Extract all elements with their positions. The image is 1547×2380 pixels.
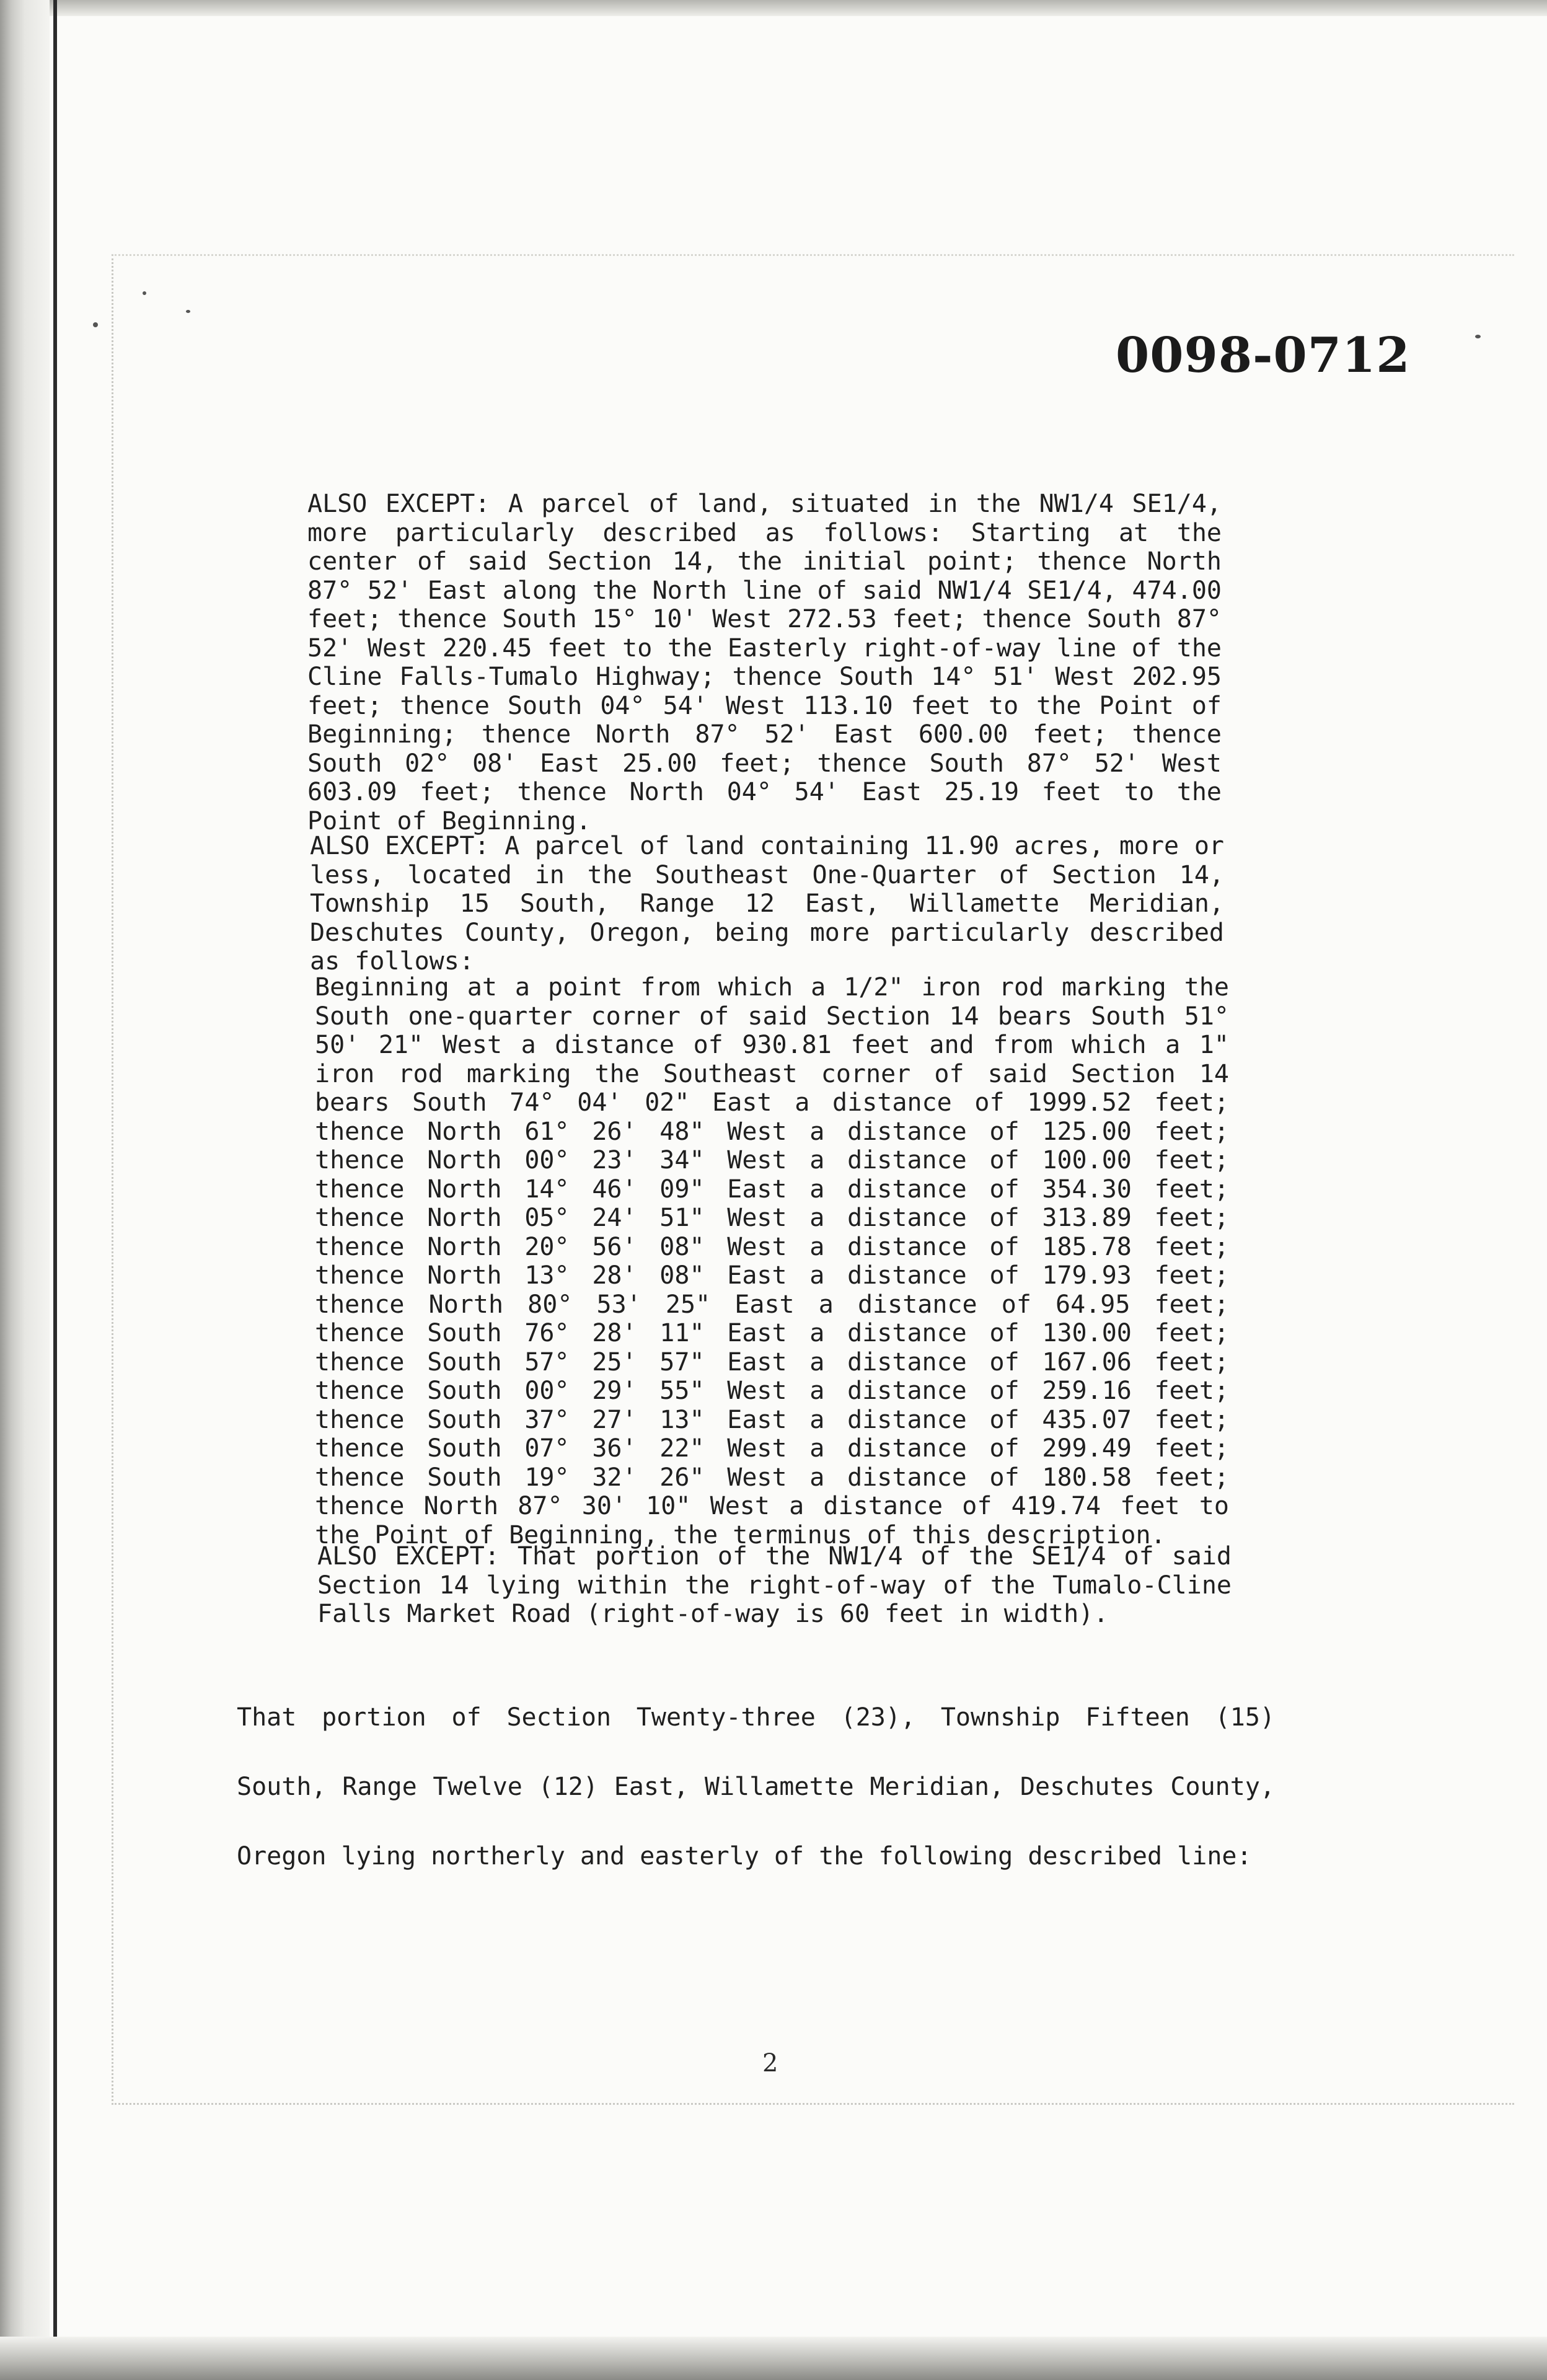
scan-speck — [1475, 335, 1481, 338]
scan-speck — [93, 322, 98, 327]
metes-and-bounds-paragraph: Beginning at a point from which a 1/2" iron rod marking the South one-quarter corner of said Section 14 bears South 51° 50' 21" West a distance of 930.81 feet and from which a 1" iron rod marking the Southeast corner of said Section 14 bears South 74° 04' 02" East a distance of 1999.52 feet; thence North 61° 26' 48" West a distance of 125.00 feet; thence North 00° 23' 34" West a distance of 100.00 feet; thence North 14° 46' 09" East a distance of 354.30 feet; thence North 05° 24' 51" West a distance of 313.89 feet; thence North 20° 56' 08" West a distance of 185.78 feet; thence North 13° 28' 08" East a distance of 179.93 feet; thence North 80° 53' 25" East a distance of 64.95 feet; thence South 76° 28' 11" East a distance of 130.00 feet; thence South 57° 25' 57" East a distance of 167.06 feet; thence South 00° 29' 55" West a distance of 259.16 feet; thence South 37° 27' 13" East a distance of 435.07 feet; thence South 07° 36' 22" West a distance of 299.49 feet; thence South 19° 32' 26" West a distance of 180.58 feet; thence North 87° 30' 10" West a distance of 419.74 feet to the Point of Beginning, the terminus of this description. — [315, 973, 1229, 1549]
document-number: 0098-0712 — [1116, 327, 1411, 384]
exception-paragraph-right-of-way: ALSO EXCEPT: That portion of the NW1/4 of the SE1/4 of said Section 14 lying within the right-of-way of the Tumalo-Cline Falls Market Road (right-of-way is 60 feet in width). — [317, 1542, 1232, 1628]
exception-paragraph-nw-se: ALSO EXCEPT: A parcel of land, situated in the NW1/4 SE1/4, more particularly described as follows: Starting at the center of said Section 14, the initial point; thence North 87° 52' East along the North line of said NW1/4 SE1/4, 474.00 feet; thence South 15° 10' West 272.53 feet; thence South 87° 52' West 220.45 feet to the Easterly right-of-way line of the Cline Falls-Tumalo Highway; thence South 14° 51' West 202.95 feet; thence South 04° 54' West 113.10 feet to the Point of Beginning; thence North 87° 52' East 600.00 feet; thence South 02° 08' East 25.00 feet; thence South 87° 52' West 603.09 feet; thence North 04° 54' East 25.19 feet to the Point of Beginning. — [307, 490, 1222, 835]
scan-left-edge — [0, 0, 50, 2380]
section-23-paragraph: That portion of Section Twenty-three (23), Township Fifteen (15) South, Range Twelve (12) East, Willamette Meridian, Deschutes County, Oregon lying northerly and easterly of the following described line: — [237, 1703, 1275, 1871]
scan-top-edge — [0, 0, 1547, 16]
scan-speck — [186, 310, 190, 313]
scan-left-rule — [53, 0, 57, 2380]
page-number: 2 — [762, 2049, 778, 2078]
exception-paragraph-11-90-acres: ALSO EXCEPT: A parcel of land containing 11.90 acres, more or less, located in the Southeast One-Quarter of Section 14, Township 15 South, Range 12 East, Willamette Meridian, Deschutes County, Oregon, being more particularly described as follows: — [310, 832, 1224, 976]
scan-speck — [143, 291, 146, 295]
scan-bottom-edge — [0, 2337, 1547, 2380]
